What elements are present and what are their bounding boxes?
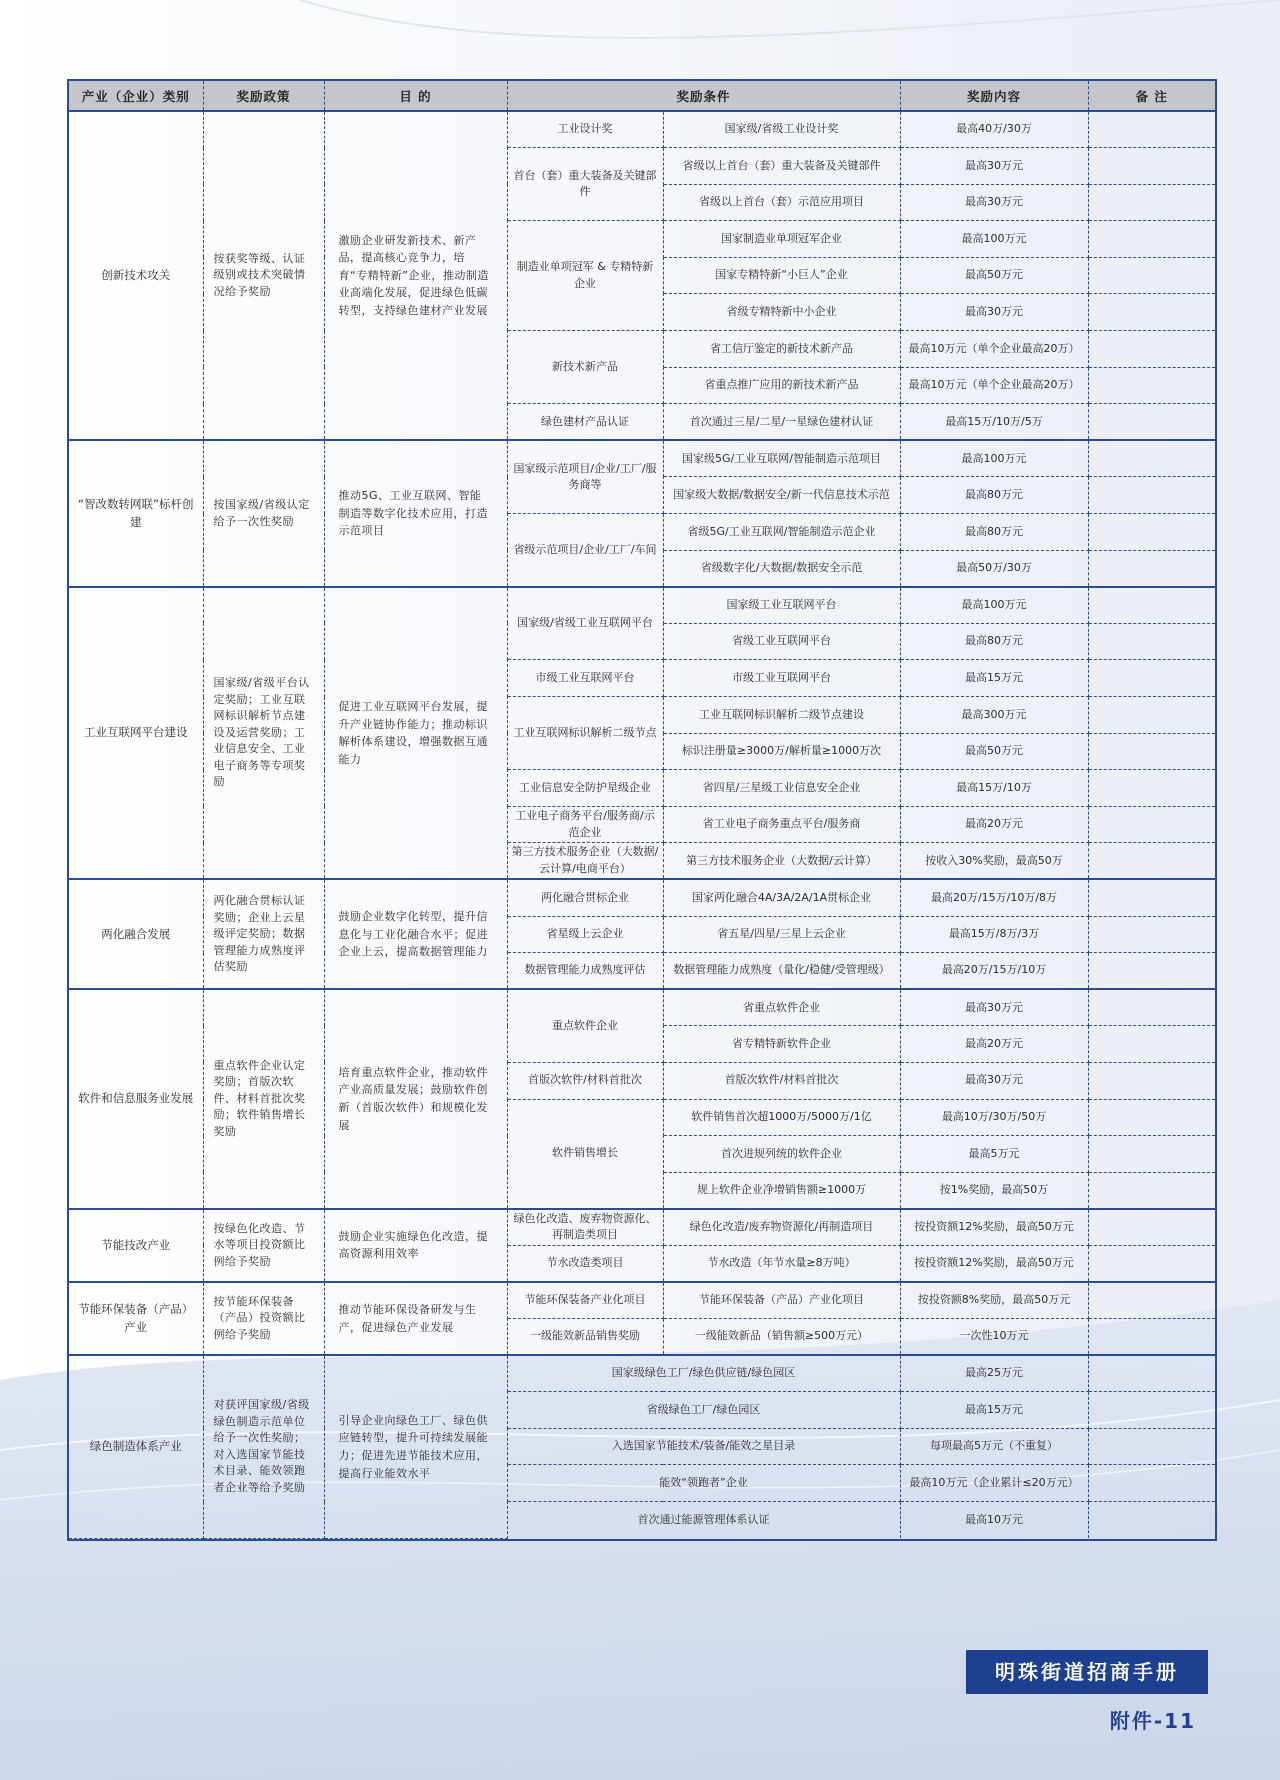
table-header-row xyxy=(69,81,1215,111)
item-cell: 节能环保装备产业化项目 xyxy=(507,1282,663,1319)
reward-cell: 最高15万/10万 xyxy=(900,770,1088,807)
reward-cell: 按收入30%奖励，最高50万 xyxy=(900,843,1088,880)
header-category: 产业（企业）类别 xyxy=(69,81,203,111)
reward-cell: 最高100万元 xyxy=(900,221,1088,258)
condition-cell: 省五星/四星/三星上云企业 xyxy=(663,916,900,953)
condition-cell: 省工信厅鉴定的新技术新产品 xyxy=(663,331,900,368)
remark-cell xyxy=(1088,1245,1215,1282)
remark-cell xyxy=(1088,367,1215,404)
item-cell: 节水改造类项目 xyxy=(507,1245,663,1282)
reward-cell: 最高10万/30万/50万 xyxy=(900,1099,1088,1136)
condition-cell: 节水改造（年节水量≥8万吨） xyxy=(663,1245,900,1282)
remark-cell xyxy=(1088,1428,1215,1465)
condition-cell: 省重点软件企业 xyxy=(663,989,900,1026)
policy-cell: 重点软件企业认定奖励；首版次软件、材料首批次奖励；软件销售增长奖励 xyxy=(203,989,324,1209)
remark-cell xyxy=(1088,1502,1215,1539)
reward-cell: 最高5万元 xyxy=(900,1136,1088,1173)
remark-cell xyxy=(1088,1136,1215,1173)
table-row xyxy=(69,989,1215,1026)
remark-cell xyxy=(1088,770,1215,807)
reward-cell: 一次性10万元 xyxy=(900,1319,1088,1356)
header-reward: 奖励内容 xyxy=(900,81,1088,111)
remark-cell xyxy=(1088,477,1215,514)
remark-cell xyxy=(1088,806,1215,843)
remark-cell xyxy=(1088,1465,1215,1502)
item-cell: 新技术新产品 xyxy=(507,331,663,404)
category-cell: 节能环保装备（产品）产业 xyxy=(69,1282,203,1355)
condition-cell: 省级以上首台（套）示范应用项目 xyxy=(663,184,900,221)
reward-cell: 最高30万元 xyxy=(900,294,1088,331)
page-number: 附件-11 xyxy=(1109,1709,1196,1733)
condition-cell: 国家级/省级工业设计奖 xyxy=(663,111,900,148)
remark-cell xyxy=(1088,1099,1215,1136)
item-cell: 两化融合贯标企业 xyxy=(507,879,663,916)
category-cell: 节能技改产业 xyxy=(69,1209,203,1282)
category-cell: 绿色制造体系产业 xyxy=(69,1355,203,1538)
header-purpose: 目 的 xyxy=(324,81,507,111)
item-cell: 绿色化改造、废弃物资源化、再制造类项目 xyxy=(507,1209,663,1246)
table-row xyxy=(69,111,1215,148)
item-cell: 工业电子商务平台/服务商/示范企业 xyxy=(507,806,663,843)
condition-cell: 工业互联网标识解析二级节点建设 xyxy=(663,697,900,734)
remark-cell xyxy=(1088,148,1215,185)
condition-cell: 规上软件企业净增销售额≥1000万 xyxy=(663,1172,900,1209)
remark-cell xyxy=(1088,514,1215,551)
reward-cell: 最高300万元 xyxy=(900,697,1088,734)
remark-cell xyxy=(1088,1282,1215,1319)
reward-cell: 最高20万元 xyxy=(900,806,1088,843)
purpose-cell: 促进工业互联网平台发展，提升产业链协作能力；推动标识解析体系建设，增强数据互通能力 xyxy=(324,587,507,880)
reward-cell: 按投资额12%奖励，最高50万元 xyxy=(900,1245,1088,1282)
policy-cell: 两化融合贯标认证奖励；企业上云星级评定奖励；数据管理能力成熟度评估奖励 xyxy=(203,879,324,989)
item-cell: 工业信息安全防护星级企业 xyxy=(507,770,663,807)
item-cell: 国家级示范项目/企业/工厂/服务商等 xyxy=(507,440,663,513)
reward-cell: 最高10万元（单个企业最高20万） xyxy=(900,367,1088,404)
reward-cell: 最高15万/8万/3万 xyxy=(900,916,1088,953)
purpose-cell: 鼓励企业数字化转型，提升信息化与工业化融合水平；促进企业上云，提高数据管理能力 xyxy=(324,879,507,989)
condition-cell: 绿色化改造/废弃物资源化/再制造项目 xyxy=(663,1209,900,1246)
reward-cell: 最高25万元 xyxy=(900,1355,1088,1392)
remark-cell xyxy=(1088,660,1215,697)
remark-cell xyxy=(1088,1062,1215,1099)
reward-cell: 最高15万/10万/5万 xyxy=(900,404,1088,441)
table-row xyxy=(69,1355,1215,1392)
condition-cell: 省重点推广应用的新技术新产品 xyxy=(663,367,900,404)
condition-cell: 数据管理能力成熟度（量化/稳健/受管理级） xyxy=(663,953,900,990)
purpose-cell: 推动节能环保设备研发与生产，促进绿色产业发展 xyxy=(324,1282,507,1355)
condition-cell: 省专精特新软件企业 xyxy=(663,1026,900,1063)
condition-cell: 首次通过能源管理体系认证 xyxy=(507,1502,900,1539)
reward-cell: 最高30万元 xyxy=(900,989,1088,1026)
table-row xyxy=(69,1209,1215,1246)
reward-cell: 最高15万元 xyxy=(900,660,1088,697)
remark-cell xyxy=(1088,1392,1215,1429)
item-cell: 第三方技术服务企业（大数据/云计算/电商平台） xyxy=(507,843,663,880)
purpose-cell: 激励企业研发新技术、新产品，提高核心竞争力，培育“专精特新”企业，推动制造业高端化发展，促进绿色低碳转型，支持绿色建材产业发展 xyxy=(324,111,507,440)
item-cell: 省星级上云企业 xyxy=(507,916,663,953)
condition-cell: 国家级5G/工业互联网/智能制造示范项目 xyxy=(663,440,900,477)
reward-cell: 最高10万元（单个企业最高20万） xyxy=(900,331,1088,368)
reward-cell: 最高100万元 xyxy=(900,440,1088,477)
reward-cell: 最高20万/15万/10万/8万 xyxy=(900,879,1088,916)
item-cell: 工业互联网标识解析二级节点 xyxy=(507,697,663,770)
reward-cell: 最高20万/15万/10万 xyxy=(900,953,1088,990)
item-cell: 首版次软件/材料首批次 xyxy=(507,1062,663,1099)
remark-cell xyxy=(1088,1319,1215,1356)
reward-cell: 最高80万元 xyxy=(900,477,1088,514)
condition-cell: 国家级大数据/数据安全/新一代信息技术示范 xyxy=(663,477,900,514)
policy-cell: 按绿色化改造、节水等项目投资额比例给予奖励 xyxy=(203,1209,324,1282)
item-cell: 工业设计奖 xyxy=(507,111,663,148)
reward-policy-table xyxy=(67,79,1217,1541)
remark-cell xyxy=(1088,733,1215,770)
remark-cell xyxy=(1088,111,1215,148)
reward-cell: 最高20万元 xyxy=(900,1026,1088,1063)
remark-cell xyxy=(1088,331,1215,368)
reward-cell: 最高100万元 xyxy=(900,587,1088,624)
reward-cell: 按投资额12%奖励，最高50万元 xyxy=(900,1209,1088,1246)
condition-cell: 一级能效新品（销售额≥500万元） xyxy=(663,1319,900,1356)
remark-cell xyxy=(1088,953,1215,990)
category-cell: “智改数转网联”标杆创建 xyxy=(69,440,203,586)
remark-cell xyxy=(1088,184,1215,221)
reward-cell: 最高80万元 xyxy=(900,623,1088,660)
condition-cell: 国家级绿色工厂/绿色供应链/绿色园区 xyxy=(507,1355,900,1392)
remark-cell xyxy=(1088,989,1215,1026)
purpose-cell: 推动5G、工业互联网、智能制造等数字化技术应用，打造示范项目 xyxy=(324,440,507,586)
policy-cell: 按国家级/省级认定给予一次性奖励 xyxy=(203,440,324,586)
remark-cell xyxy=(1088,843,1215,880)
remark-cell xyxy=(1088,1209,1215,1246)
header-remark: 备 注 xyxy=(1088,81,1215,111)
item-cell: 重点软件企业 xyxy=(507,989,663,1062)
reward-cell: 最高30万元 xyxy=(900,148,1088,185)
remark-cell xyxy=(1088,1355,1215,1392)
header-policy: 奖励政策 xyxy=(203,81,324,111)
policy-cell: 按获奖等级、认证级别或技术突破情况给予奖励 xyxy=(203,111,324,440)
condition-cell: 省级以上首台（套）重大装备及关键部件 xyxy=(663,148,900,185)
brand-banner: 明珠街道招商手册 xyxy=(966,1650,1208,1694)
policy-cell: 国家级/省级平台认定奖励；工业互联网标识解析节点建设及运营奖励；工业信息安全、工业电子商务等专项奖励 xyxy=(203,587,324,880)
remark-cell xyxy=(1088,440,1215,477)
condition-cell: 省工业电子商务重点平台/服务商 xyxy=(663,806,900,843)
table-row xyxy=(69,440,1215,477)
reward-cell: 最高80万元 xyxy=(900,514,1088,551)
condition-cell: 国家两化融合4A/3A/2A/1A贯标企业 xyxy=(663,879,900,916)
item-cell: 一级能效新品销售奖励 xyxy=(507,1319,663,1356)
item-cell: 绿色建材产品认证 xyxy=(507,404,663,441)
condition-cell: 国家制造业单项冠军企业 xyxy=(663,221,900,258)
category-cell: 软件和信息服务业发展 xyxy=(69,989,203,1209)
reward-cell: 按投资额8%奖励，最高50万元 xyxy=(900,1282,1088,1319)
condition-cell: 省级绿色工厂/绿色园区 xyxy=(507,1392,900,1429)
remark-cell xyxy=(1088,916,1215,953)
reward-cell: 最高50万元 xyxy=(900,733,1088,770)
table-row xyxy=(69,1282,1215,1319)
condition-cell: 能效“领跑者”企业 xyxy=(507,1465,900,1502)
condition-cell: 首次通过三星/二星/一星绿色建材认证 xyxy=(663,404,900,441)
reward-cell: 最高50万元 xyxy=(900,257,1088,294)
condition-cell: 省级5G/工业互联网/智能制造示范企业 xyxy=(663,514,900,551)
policy-cell: 对获评国家级/省级绿色制造示范单位给予一次性奖励；对入选国家节能技术目录、能效领跑者企业等给予奖励 xyxy=(203,1355,324,1538)
item-cell: 市级工业互联网平台 xyxy=(507,660,663,697)
remark-cell xyxy=(1088,1026,1215,1063)
item-cell: 数据管理能力成熟度评估 xyxy=(507,953,663,990)
purpose-cell: 引导企业向绿色工厂、绿色供应链转型，提升可持续发展能力；促进先进节能技术应用，提高行业能效水平 xyxy=(324,1355,507,1538)
condition-cell: 软件销售首次超1000万/5000万/1亿 xyxy=(663,1099,900,1136)
remark-cell xyxy=(1088,221,1215,258)
category-cell: 创新技术攻关 xyxy=(69,111,203,440)
table-row xyxy=(69,587,1215,624)
reward-cell: 最高10万元 xyxy=(900,1502,1088,1539)
condition-cell: 第三方技术服务企业（大数据/云计算） xyxy=(663,843,900,880)
condition-cell: 国家级工业互联网平台 xyxy=(663,587,900,624)
reward-cell: 最高10万元（企业累计≤20万元） xyxy=(900,1465,1088,1502)
condition-cell: 节能环保装备（产品）产业化项目 xyxy=(663,1282,900,1319)
purpose-cell: 培育重点软件企业，推动软件产业高质量发展；鼓励软件创新（首版次软件）和规模化发展 xyxy=(324,989,507,1209)
item-cell: 软件销售增长 xyxy=(507,1099,663,1209)
policy-cell: 按节能环保装备（产品）投资额比例给予奖励 xyxy=(203,1282,324,1355)
purpose-cell: 鼓励企业实施绿色化改造，提高资源利用效率 xyxy=(324,1209,507,1282)
remark-cell xyxy=(1088,1172,1215,1209)
remark-cell xyxy=(1088,550,1215,587)
condition-cell: 省级数字化/大数据/数据安全示范 xyxy=(663,550,900,587)
reward-cell: 按1%奖励，最高50万 xyxy=(900,1172,1088,1209)
condition-cell: 省级工业互联网平台 xyxy=(663,623,900,660)
item-cell: 制造业单项冠军 & 专精特新企业 xyxy=(507,221,663,331)
condition-cell: 首版次软件/材料首批次 xyxy=(663,1062,900,1099)
condition-cell: 首次进规列统的软件企业 xyxy=(663,1136,900,1173)
header-condition: 奖励条件 xyxy=(507,81,900,111)
reward-cell: 最高30万元 xyxy=(900,1062,1088,1099)
table-row xyxy=(69,879,1215,916)
remark-cell xyxy=(1088,623,1215,660)
reward-cell: 最高30万元 xyxy=(900,184,1088,221)
category-cell: 两化融合发展 xyxy=(69,879,203,989)
category-cell: 工业互联网平台建设 xyxy=(69,587,203,880)
remark-cell xyxy=(1088,879,1215,916)
item-cell: 省级示范项目/企业/工厂/车间 xyxy=(507,514,663,587)
remark-cell xyxy=(1088,587,1215,624)
remark-cell xyxy=(1088,257,1215,294)
remark-cell xyxy=(1088,697,1215,734)
condition-cell: 标识注册量≥3000万/解析量≥1000万次 xyxy=(663,733,900,770)
reward-cell: 最高50万/30万 xyxy=(900,550,1088,587)
condition-cell: 市级工业互联网平台 xyxy=(663,660,900,697)
item-cell: 国家级/省级工业互联网平台 xyxy=(507,587,663,660)
reward-cell: 最高15万元 xyxy=(900,1392,1088,1429)
remark-cell xyxy=(1088,294,1215,331)
reward-cell: 每项最高5万元（不重复） xyxy=(900,1428,1088,1465)
condition-cell: 国家专精特新“小巨人”企业 xyxy=(663,257,900,294)
reward-cell: 最高40万/30万 xyxy=(900,111,1088,148)
remark-cell xyxy=(1088,404,1215,441)
condition-cell: 省级专精特新中小企业 xyxy=(663,294,900,331)
condition-cell: 省四星/三星级工业信息安全企业 xyxy=(663,770,900,807)
item-cell: 首台（套）重大装备及关键部件 xyxy=(507,148,663,221)
condition-cell: 入选国家节能技术/装备/能效之星目录 xyxy=(507,1428,900,1465)
